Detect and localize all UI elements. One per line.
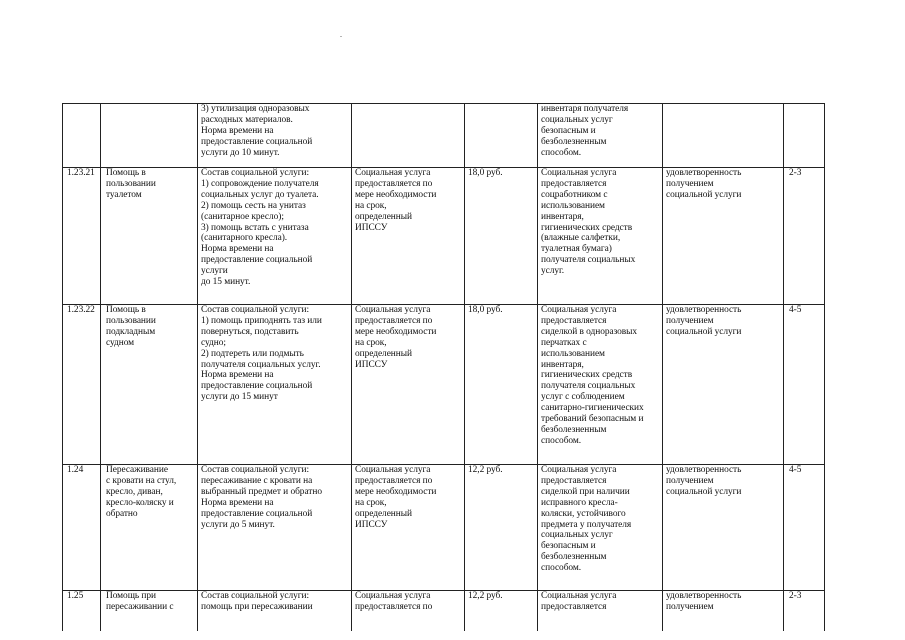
service-name: Помощь при пересаживании с — [101, 591, 198, 631]
table-row — [63, 305, 825, 465]
service-conditions: Социальная услуга предоставляется соцработником с использованием инвентаря, гигиенических средств (влажные салфетки, туалетная бумага) получателя социальных услуг. — [538, 168, 663, 305]
service-composition: Состав социальной услуги: 1) сопровождение получателя социальных услуг до туалета. 2) помощь сесть на унитаз (санитарное кресло); 3) помощь встать с унитаза (санитарного кресла). Норма времени на предоставление социальной услуги до 15 минут. — [198, 168, 352, 305]
scan-speck — [340, 36, 342, 37]
service-price: 18,0 руб. — [465, 168, 538, 305]
service-conditions: Социальная услуга предоставляется — [538, 591, 663, 631]
service-price — [465, 104, 538, 168]
service-indicator: удовлетворенность получением — [663, 591, 784, 631]
service-composition: Состав социальной услуги: 1) помощь приподнять таз или повернуться, подставить судно; 2) подтереть или подмыть получателя социальных услуг. Норма времени на предоставление социальной услуги до 15 минут — [198, 305, 352, 465]
service-indicator — [663, 104, 784, 168]
service-conditions: инвентаря получателя социальных услуг безопасным и безболезненным способом. — [538, 104, 663, 168]
services-table — [62, 103, 825, 631]
table-row — [63, 591, 825, 631]
service-name — [101, 104, 198, 168]
service-price: 12,2 руб. — [465, 591, 538, 631]
service-composition: Состав социальной услуги: помощь при пересаживании — [198, 591, 352, 631]
service-name: Пересаживание с кровати на стул, кресло, диван, кресло-коляску и обратно — [101, 465, 198, 591]
service-provision: Социальная услуга предоставляется по мере необходимости на срок, определенный ИПССУ — [352, 305, 465, 465]
service-number: 1.23.22 — [63, 305, 101, 465]
service-name: Помощь в пользовании туалетом — [101, 168, 198, 305]
service-provision: Социальная услуга предоставляется по мере необходимости на срок, определенный ИПССУ — [352, 168, 465, 305]
service-indicator: удовлетворенность получением социальной услуги — [663, 305, 784, 465]
service-composition: 3) утилизация одноразовых расходных материалов. Норма времени на предоставление социальной услуги до 10 минут. — [198, 104, 352, 168]
service-number — [63, 104, 101, 168]
service-indicator: удовлетворенность получением социальной услуги — [663, 168, 784, 305]
service-provision: Социальная услуга предоставляется по — [352, 591, 465, 631]
service-level: 2-3 — [784, 591, 825, 631]
service-number: 1.23.21 — [63, 168, 101, 305]
service-composition: Состав социальной услуги: пересаживание с кровати на выбранный предмет и обратно Норма времени на предоставление социальной услуги до 5 минут. — [198, 465, 352, 591]
service-price: 12,2 руб. — [465, 465, 538, 591]
service-level: 4-5 — [784, 465, 825, 591]
service-name: Помощь в пользовании подкладным судном — [101, 305, 198, 465]
service-conditions: Социальная услуга предоставляется сиделкой в одноразовых перчатках с использованием инвентаря, гигиенических средств получателя социальных услуг с соблюдением санитарно-гигиенических требований безопасным и безболезненным способом. — [538, 305, 663, 465]
service-conditions: Социальная услуга предоставляется сиделкой при наличии исправного кресла- коляски, устойчивого предмета у получателя социальных услуг безопасным и безболезненным способом. — [538, 465, 663, 591]
service-provision — [352, 104, 465, 168]
service-number: 1.24 — [63, 465, 101, 591]
service-price: 18,0 руб. — [465, 305, 538, 465]
service-provision: Социальная услуга предоставляется по мере необходимости на срок, определенный ИПССУ — [352, 465, 465, 591]
table-row — [63, 168, 825, 305]
service-level: 2-3 — [784, 168, 825, 305]
service-level — [784, 104, 825, 168]
table-row — [63, 465, 825, 591]
table-row — [63, 104, 825, 168]
service-level: 4-5 — [784, 305, 825, 465]
service-number: 1.25 — [63, 591, 101, 631]
service-indicator: удовлетворенность получением социальной услуги — [663, 465, 784, 591]
